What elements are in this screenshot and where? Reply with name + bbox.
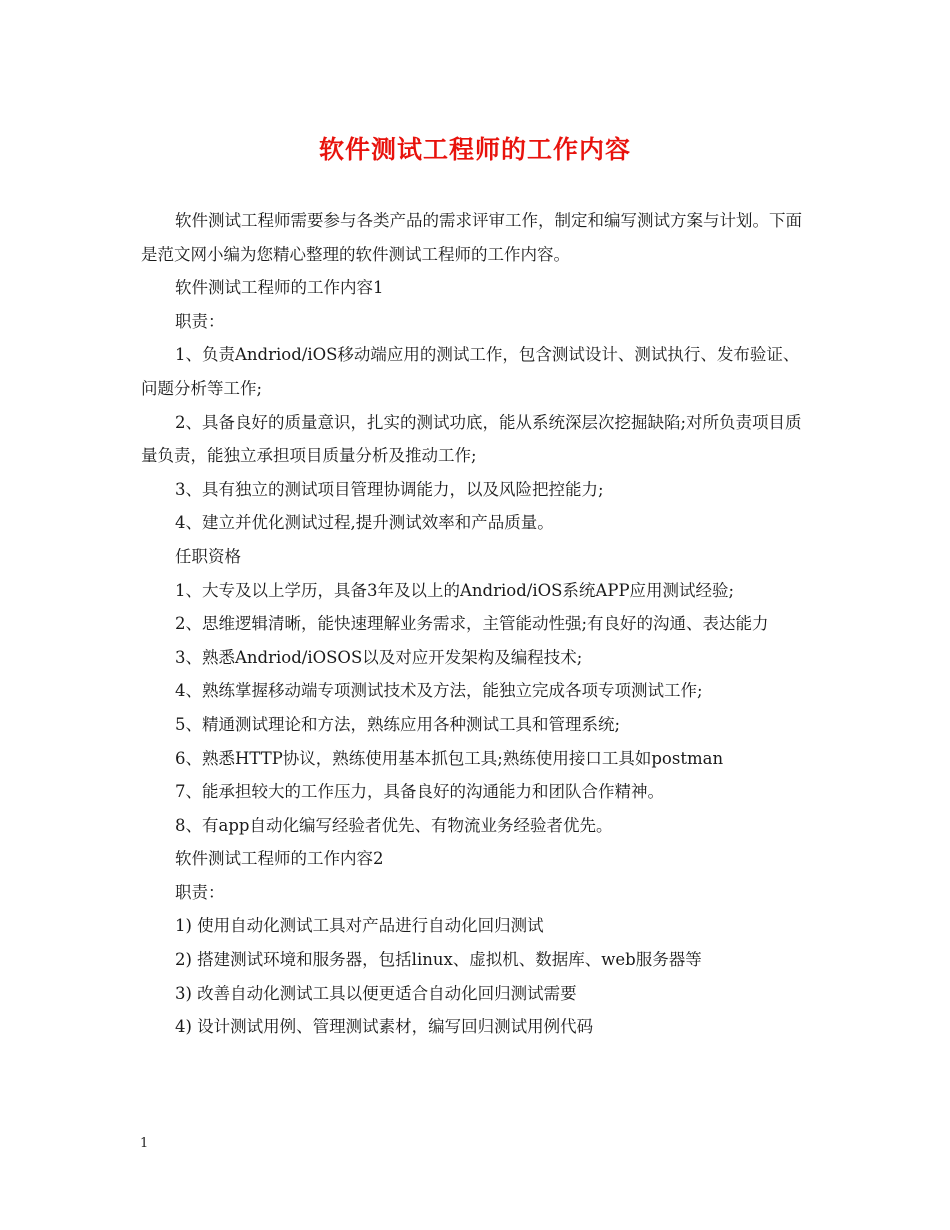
list-item: 1、大专及以上学历，具备3年及以上的Andriod/iOS系统APP应用测试经验; [175, 580, 735, 600]
list-item: 2、思维逻辑清晰，能快速理解业务需求，主管能动性强;有良好的沟通、表达能力 [175, 614, 769, 634]
duties-label-2: 职责： [175, 882, 225, 902]
duties-label-1: 职责： [175, 311, 225, 331]
list-item: 5、精通测试理论和方法，熟练应用各种测试工具和管理系统; [175, 714, 621, 734]
list-item: 3) 改善自动化测试工具以便更适合自动化回归测试需要 [175, 983, 577, 1003]
list-item: 3、熟悉Andriod/iOSOS以及对应开发架构及编程技术; [175, 647, 583, 667]
list-item: 3、具有独立的测试项目管理协调能力，以及风险把控能力; [175, 479, 604, 499]
document-body [141, 204, 813, 1044]
list-item: 2、具备良好的质量意识，扎实的测试功底，能从系统深层次挖掘缺陷;对所负责项目质量负责，能独立承担项目质量分析及推动工作; [141, 412, 802, 466]
section-heading-2: 软件测试工程师的工作内容2 [175, 849, 384, 869]
document-title: 软件测试工程师的工作内容 [318, 135, 631, 164]
list-item: 4、熟练掌握移动端专项测试技术及方法，能独立完成各项专项测试工作; [175, 681, 703, 701]
list-item: 6、熟悉HTTP协议，熟练使用基本抓包工具;熟练使用接口工具如postman [175, 748, 724, 768]
page-number: 1 [140, 1136, 149, 1151]
paragraph-intro: 软件测试工程师需要参与各类产品的需求评审工作，制定和编写测试方案与计划。下面是范文网小编为您精心整理的软件测试工程师的工作内容。 [141, 211, 802, 264]
list-item: 2) 搭建测试环境和服务器，包括linux、虚拟机、数据库、web服务器等 [175, 950, 702, 970]
qualifications-label: 任职资格 [175, 546, 241, 566]
list-item: 1、负责Andriod/iOS移动端应用的测试工作，包含测试设计、测试执行、发布验证、问题分析等工作; [141, 345, 800, 398]
list-item: 1) 使用自动化测试工具对产品进行自动化回归测试 [175, 916, 544, 936]
list-item: 4、建立并优化测试过程,提升测试效率和产品质量。 [175, 513, 554, 533]
section-heading-1: 软件测试工程师的工作内容1 [175, 278, 384, 298]
list-item: 4) 设计测试用例、管理测试素材，编写回归测试用例代码 [175, 1017, 594, 1037]
list-item: 8、有app自动化编写经验者优先、有物流业务经验者优先。 [175, 815, 613, 835]
list-item: 7、能承担较大的工作压力，具备良好的沟通能力和团队合作精神。 [175, 782, 664, 802]
